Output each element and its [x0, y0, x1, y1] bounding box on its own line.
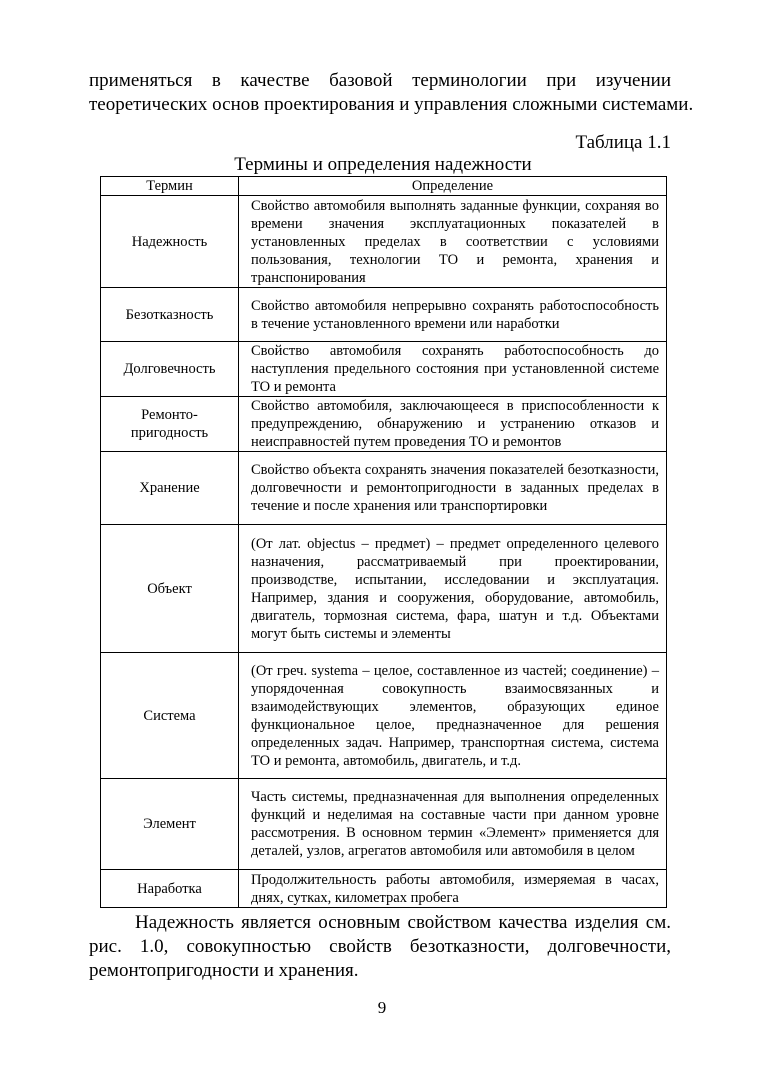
term-cell: Объект: [101, 525, 239, 653]
definition-cell: Продолжительность работы автомобиля, измеряемая в часах, днях, сутках, километрах пробега: [239, 870, 667, 908]
table-row: [101, 196, 667, 288]
terms-table: [100, 176, 667, 908]
definition-cell: Часть системы, предназначенная для выполнения определенных функций и неделимая на составные части при данном уровне рассмотрения. В основном термин «Элемент» применяется для деталей, узлов, агрегатов автомобиля или автомобиля в целом: [239, 779, 667, 870]
page-number: 9: [377, 998, 387, 1017]
header-term: Термин: [101, 177, 239, 196]
outro-line-1: Надежность является основным свойством качества изделия см.: [135, 912, 671, 933]
definition-cell: (От греч. systema – целое, составленное из частей; соединение) – упорядоченная совокупность взаимосвязанных и взаимодействующих элементов, образующих единое функциональное целое, предназначенное для решения определенных задач. Например, транспортная система, система ТО и ремонта, автомобиль, двигатель, и т.д.: [239, 653, 667, 779]
table-row: [101, 870, 667, 908]
table-row: [101, 779, 667, 870]
intro-line-1: применяться в качестве базовой терминологии при изучении: [89, 70, 671, 91]
table-row: [101, 452, 667, 525]
table-row: [101, 288, 667, 342]
term-cell: Безотказность: [101, 288, 239, 342]
term-cell: Наработка: [101, 870, 239, 908]
outro-paragraph: [89, 911, 671, 983]
table-row: [101, 525, 667, 653]
term-cell: Элемент: [101, 779, 239, 870]
table-row: [101, 342, 667, 397]
term-cell: Хранение: [101, 452, 239, 525]
outro-line-3: ремонтопригодности и хранения.: [89, 960, 359, 981]
definition-cell: Свойство автомобиля выполнять заданные функции, сохраняя во времени значения эксплуатационных показателей в установленных пределах в соответствии с условиями пользования, технологии ТО и ремонта, хранения и транспонирования: [239, 196, 667, 288]
table-title: Термины и определения надежности: [234, 154, 532, 175]
term-cell: Ремонто-пригодность: [101, 397, 239, 452]
intro-line-2: теоретических основ проектирования и управления сложными системами.: [89, 94, 694, 115]
definition-cell: Свойство автомобиля, заключающееся в приспособленности к предупреждению, обнаружению и устранению отказов и неисправностей путем проведения ТО и ремонтов: [239, 397, 667, 452]
intro-paragraph: [89, 69, 694, 117]
definition-cell: Свойство автомобиля сохранять работоспособность до наступления предельного состояния при установленной системе ТО и ремонта: [239, 342, 667, 397]
table-row: [101, 653, 667, 779]
definition-cell: (От лат. objectus – предмет) – предмет определенного целевого назначения, рассматриваемый при проектировании, производстве, испытании, исследовании и эксплуатация. Например, здания и сооружения, оборудование, автомобиль, двигатель, тормозная система, фара, шатун и т.д. Объектами могут быть системы и элементы: [239, 525, 667, 653]
table-header-row: [101, 177, 667, 196]
term-cell: Надежность: [101, 196, 239, 288]
definition-cell: Свойство автомобиля непрерывно сохранять работоспособность в течение установленного времени или наработки: [239, 288, 667, 342]
term-cell: Долговечность: [101, 342, 239, 397]
table-number: Таблица 1.1: [575, 132, 671, 153]
header-definition: Определение: [239, 177, 667, 196]
table-row: [101, 397, 667, 452]
term-cell: Система: [101, 653, 239, 779]
outro-line-2: рис. 1.0, совокупностью свойств безотказности, долговечности,: [89, 936, 671, 957]
definition-cell: Свойство объекта сохранять значения показателей безотказности, долговечности и ремонтопригодности в заданных пределах в течение и после хранения или транспортировки: [239, 452, 667, 525]
